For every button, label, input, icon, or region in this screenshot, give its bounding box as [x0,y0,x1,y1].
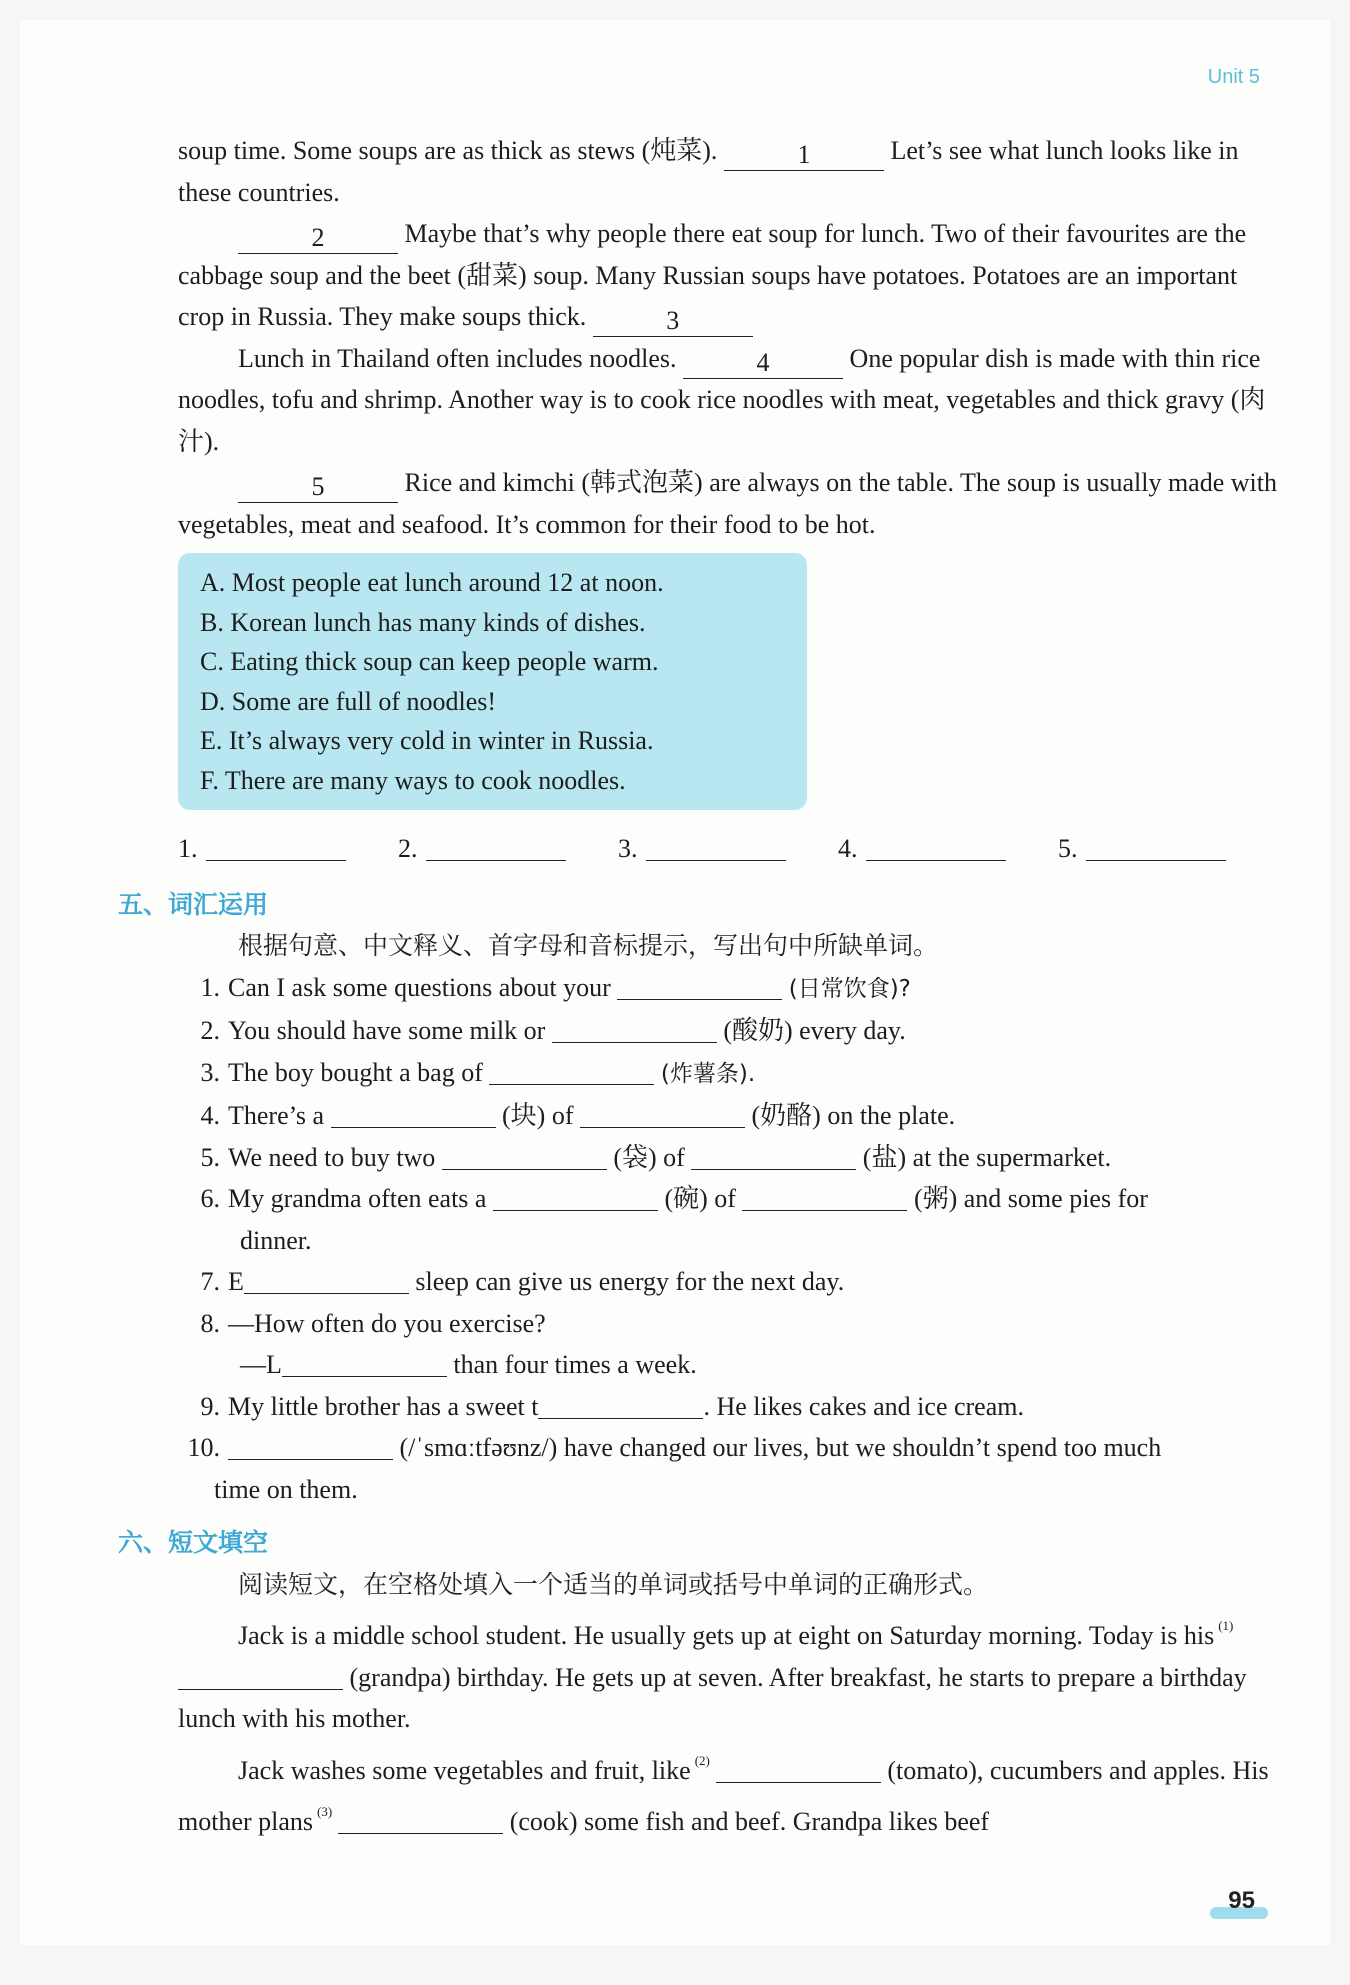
cloze-text: (grandpa) birthday. He gets up at seven. After breakfast, he starts to prepare a birthday lunch with his mother. [178,1662,1247,1733]
passage-blank-5[interactable]: 5 [238,472,398,503]
passage-text: soup time. Some soups are as thick as stews (炖菜). [178,136,718,165]
unit-label: Unit 5 [1207,66,1260,88]
option-a: A. Most people eat lunch around 12 at noon. [200,568,664,597]
passage-paragraph-1 [178,130,1278,213]
question-4 [178,1095,1278,1137]
hint-text: (酸奶) every day. [723,1016,906,1045]
question-number: 4. [200,1101,220,1130]
workbook-page [20,20,1330,1945]
answer-blank[interactable] [742,1180,907,1211]
question-number: 9. [200,1391,220,1421]
answer-blank[interactable] [442,1139,607,1170]
option-b: B. Korean lunch has many kinds of dishes. [200,607,646,637]
page-number: 95 [1228,1887,1255,1914]
cloze-text: (cook) some fish and beef. Grandpa likes beef [509,1807,990,1836]
blank-marker: (3) [317,1804,333,1819]
question-number: 2. [200,1016,220,1045]
question-text: You should have some milk or [228,1016,546,1045]
options-box [178,553,807,810]
answer-blank[interactable] [580,1097,745,1128]
blank-marker: (1) [1218,1618,1234,1633]
passage-blank-2[interactable]: 2 [238,223,398,254]
question-text: Can I ask some questions about your [228,972,611,1002]
question-8 [178,1303,1278,1386]
question-2 [178,1010,1278,1052]
passage-text: Rice and kimchi (韩式泡菜) are always on the table. The soup is usually made with vegetables, meat and seafood. It’s common for their food to be hot. [178,468,1277,539]
passage-blank-1[interactable]: 1 [724,140,884,171]
passage-text: Let’s see what lunch looks like in these countries. [178,136,1239,207]
blank-marker: (2) [694,1752,710,1768]
question-number: 3. [200,1057,220,1087]
section-5-instruction: 根据句意、中文释义、首字母和音标提示，写出句中所缺单词。 [238,931,939,960]
option-f: F. There are many ways to cook noodles. [200,765,626,795]
answer-number: 1. [178,834,198,863]
question-number: 7. [200,1267,220,1296]
cloze-blank-2[interactable] [716,1752,881,1783]
hint-text: (炸薯条). [660,1060,756,1087]
answer-blank[interactable] [426,830,566,861]
passage-text: One popular dish is made with thin rice noodles, tofu and shrimp. Another way is to cook rice noodles with meat, vegetables and thick gravy (肉汁). [178,343,1266,456]
question-text: dinner. [240,1225,312,1255]
answer-2 [398,828,618,870]
answer-blank[interactable] [228,1429,393,1460]
answer-blank[interactable] [538,1388,703,1419]
answer-blank[interactable] [493,1180,658,1211]
hint-text: (盐) at the supermarket. [862,1142,1112,1172]
question-text: (/ˈsmɑːtfəʊnz/) have changed our lives, but we shouldn’t spend too much [399,1433,1162,1462]
question-number: 6. [200,1184,220,1213]
question-text: My little brother has a sweet t [228,1391,539,1421]
answer-blank[interactable] [691,1139,856,1170]
option-d: D. Some are full of noodles! [200,686,497,716]
answer-blank[interactable] [866,830,1006,861]
answer-blank[interactable] [206,830,346,861]
answer-blank[interactable] [552,1012,717,1043]
question-text: time on them. [214,1474,358,1504]
passage-blank-3[interactable]: 3 [593,306,753,337]
cloze-text: (tomato), cucumbers and apples. His mother plans [178,1755,1269,1836]
passage-text: Maybe that’s why people there eat soup for lunch. Two of their favourites are the cabbage soup and the beet (甜菜) soup. Many Russian soups have potatoes. Potatoes are an important crop in Russia. They make soups thick. [178,219,1247,331]
question-text: sleep can give us energy for the next day. [415,1267,845,1296]
answer-row [178,828,1278,870]
answer-blank[interactable] [646,830,786,861]
question-number: 1. [200,972,220,1002]
hint-text: (袋) of [613,1142,685,1172]
answer-number: 2. [398,834,418,863]
question-9 [178,1386,1278,1428]
passage-paragraph-3 [178,338,1278,463]
hint-text: (块) of [502,1101,574,1130]
hint-text: (日常饮食)? [788,975,911,1002]
hint-text: (奶酪) on the plate. [751,1101,956,1130]
cloze-blank-3[interactable] [338,1803,503,1834]
answer-number: 3. [618,834,638,863]
question-text: The boy bought a bag of [228,1057,483,1087]
question-8-reply [190,1344,1278,1386]
question-text: —How often do you exercise? [228,1308,546,1338]
question-7 [178,1261,1278,1303]
question-text: We need to buy two [228,1142,436,1172]
passage-paragraph-2 [178,213,1278,338]
option-e: E. It’s always very cold in winter in Russia. [200,726,654,755]
question-1 [178,967,1278,1011]
answer-number: 5. [1058,834,1078,863]
question-text: —L [240,1350,282,1379]
option-c: C. Eating thick soup can keep people warm. [200,647,659,676]
question-number: 8. [200,1308,220,1338]
answer-blank[interactable] [244,1263,409,1294]
question-text: . He likes cakes and ice cream. [703,1391,1024,1421]
question-10 [178,1427,1278,1510]
passage-text: Lunch in Thailand often includes noodles. [238,343,677,373]
answer-1 [178,828,398,870]
answer-blank[interactable] [282,1346,447,1377]
section-6-instruction: 阅读短文，在空格处填入一个适当的单词或括号中单词的正确形式。 [238,1569,989,1599]
question-text: There’s a [228,1101,325,1130]
section-5-title: 五、词汇运用 [118,889,269,919]
hint-text: (粥) and some pies for [913,1184,1148,1213]
cloze-paragraph-2 [178,1740,1278,1843]
question-text: than four times a week. [453,1350,697,1379]
answer-blank[interactable] [489,1054,654,1085]
question-5 [178,1137,1278,1179]
section-6-title: 六、短文填空 [118,1528,269,1557]
hint-text: (碗) of [664,1184,736,1213]
question-text: My grandma often eats a [228,1184,487,1213]
answer-4 [838,828,1058,870]
answer-number: 4. [838,834,858,863]
question-3 [178,1052,1278,1096]
answer-blank[interactable] [1086,830,1226,861]
answer-blank[interactable] [617,969,782,1000]
cloze-text: Jack washes some vegetables and fruit, like [238,1755,691,1785]
answer-3 [618,828,838,870]
passage-paragraph-4 [178,462,1278,545]
question-6 [178,1178,1278,1261]
cloze-paragraph-1 [178,1605,1278,1740]
cloze-blank-1[interactable] [178,1659,343,1690]
answer-blank[interactable] [331,1097,496,1128]
passage-blank-4[interactable]: 4 [683,348,843,379]
question-number: 5. [200,1142,220,1172]
question-text: E [228,1267,244,1296]
page-content [118,130,1278,1843]
answer-5 [1058,828,1278,870]
question-number: 10. [187,1433,220,1462]
cloze-text: Jack is a middle school student. He usually gets up at eight on Saturday morning. Today is his [238,1621,1215,1650]
